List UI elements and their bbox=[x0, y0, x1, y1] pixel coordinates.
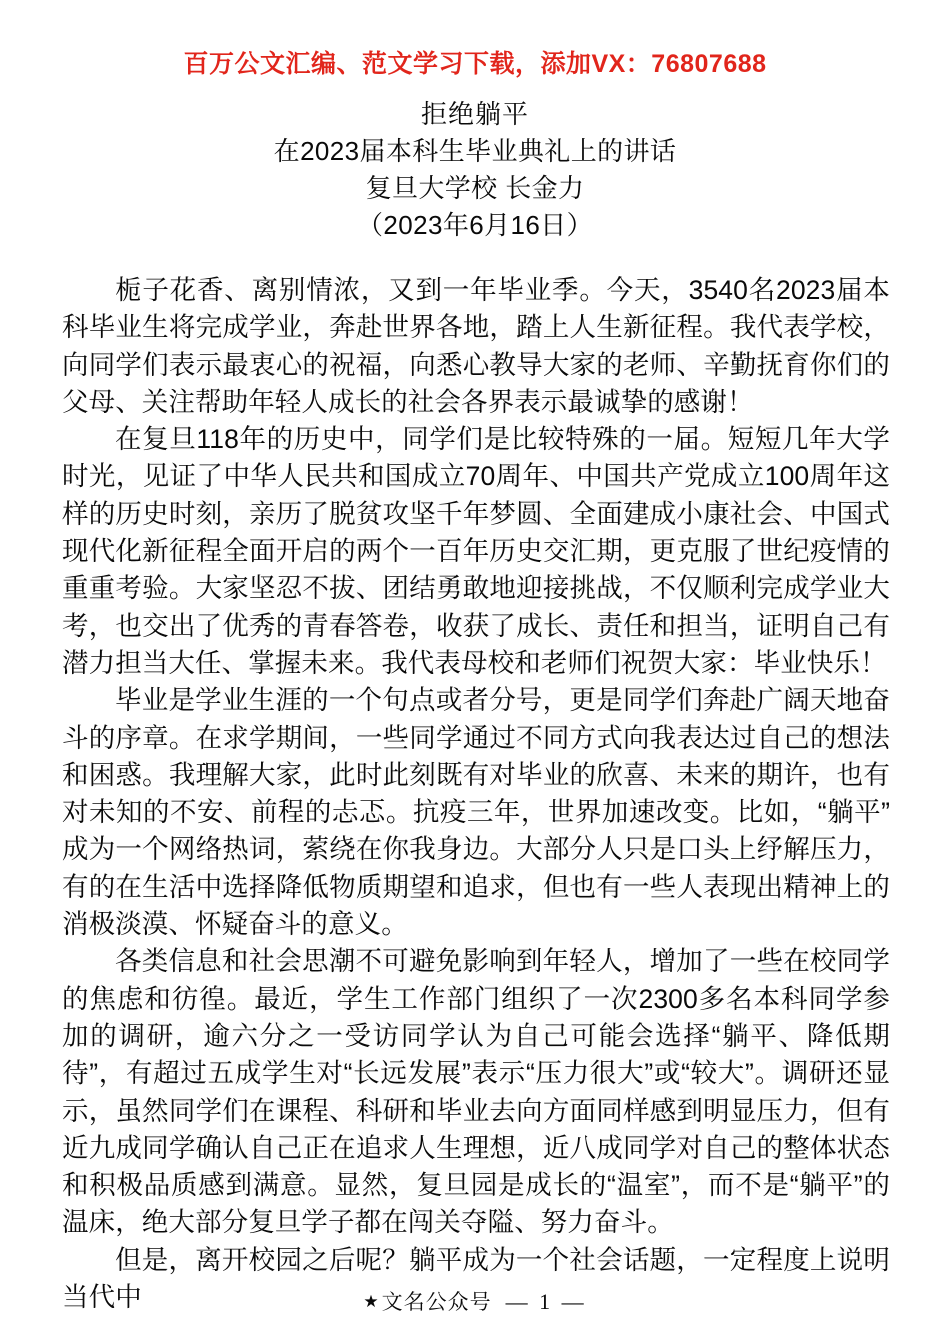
star-icon: ★ bbox=[363, 1292, 379, 1311]
page-footer bbox=[0, 1286, 950, 1316]
document-author: 复旦大学校 长金力 bbox=[365, 173, 585, 203]
body-paragraph: 毕业是学业生涯的一个句点或者分号，更是同学们奔赴广阔天地奋斗的序章。在求学期间，一些同学通过不同方式向我表达过自己的想法和困惑。我理解大家，此时此刻既有对毕业的欣喜、未来的期许，也有对未知的不安、前程的忐忑。抗疫三年，世界加速改变。比如，“躺平”成为一个网络热词，萦绕在你我身边。大部分人只是口头上纾解压力，有的在生活中选择降低物质期望和追求，但也有一些人表现出精神上的消极淡漠、怀疑奋斗的意义。 bbox=[62, 685, 890, 940]
body-paragraph: 在复旦118年的历史中，同学们是比较特殊的一届。短短几年大学时光，见证了中华人民共和国成立70周年、中国共产党成立100周年这样的历史时刻，亲历了脱贫攻坚千年梦圆、全面建成小康社会、中国式现代化新征程全面开启的两个一百年历史交汇期，更克服了世纪疫情的重重考验。大家坚忍不拔、团结勇敢地迎接挑战，不仅顺利完成学业大考，也交出了优秀的青春答卷，收获了成长、责任和担当，证明自己有潜力担当大任、掌握未来。我代表母校和老师们祝贺大家：毕业快乐！ bbox=[62, 424, 890, 678]
document-date: （2023年6月16日） bbox=[356, 210, 594, 240]
footer-watermark: 文名公众号 bbox=[381, 1291, 492, 1314]
document-subtitle: 在2023届本科生毕业典礼上的讲话 bbox=[273, 136, 677, 166]
body-paragraph: 栀子花香、离别情浓，又到一年毕业季。今天，3540名2023届本科毕业生将完成学业，奔赴世界各地，踏上人生新征程。我代表学校，向同学们表示最衷心的祝福，向悉心教导大家的老师、辛勤抚育你们的父母、关注帮助年轻人成长的社会各界表示最诚挚的感谢！ bbox=[62, 275, 890, 417]
body-paragraph: 各类信息和社会思潮不可避免影响到年轻人，增加了一些在校同学的焦虑和彷徨。最近，学生工作部门组织了一次2300多名本科同学参加的调研，逾六分之一受访同学认为自己可能会选择“躺平、降低期待”，有超过五成学生对“长远发展”表示“压力很大”或“较大”。调研还显示，虽然同学们在课程、科研和毕业去向方面同样感到明显压力，但有近九成同学确认自己正在追求人生理想，近八成同学对自己的整体状态和积极品质感到满意。显然，复旦园是成长的“温室”，而不是“躺平”的温床，绝大部分复旦学子都在闯关夺隘、努力奋斗。 bbox=[62, 946, 890, 1238]
body-paragraph: 但是，离开校园之后呢？躺平成为一个社会话题，一定程度上说明当代中 bbox=[62, 1244, 890, 1313]
page-title: 拒绝躺平 bbox=[420, 99, 529, 129]
promo-banner: 百万公文汇编、范文学习下载，添加VX：76807688 bbox=[183, 50, 767, 78]
title-block bbox=[0, 96, 950, 244]
page-number: — 1 — bbox=[505, 1289, 587, 1314]
document-body bbox=[62, 272, 890, 1316]
